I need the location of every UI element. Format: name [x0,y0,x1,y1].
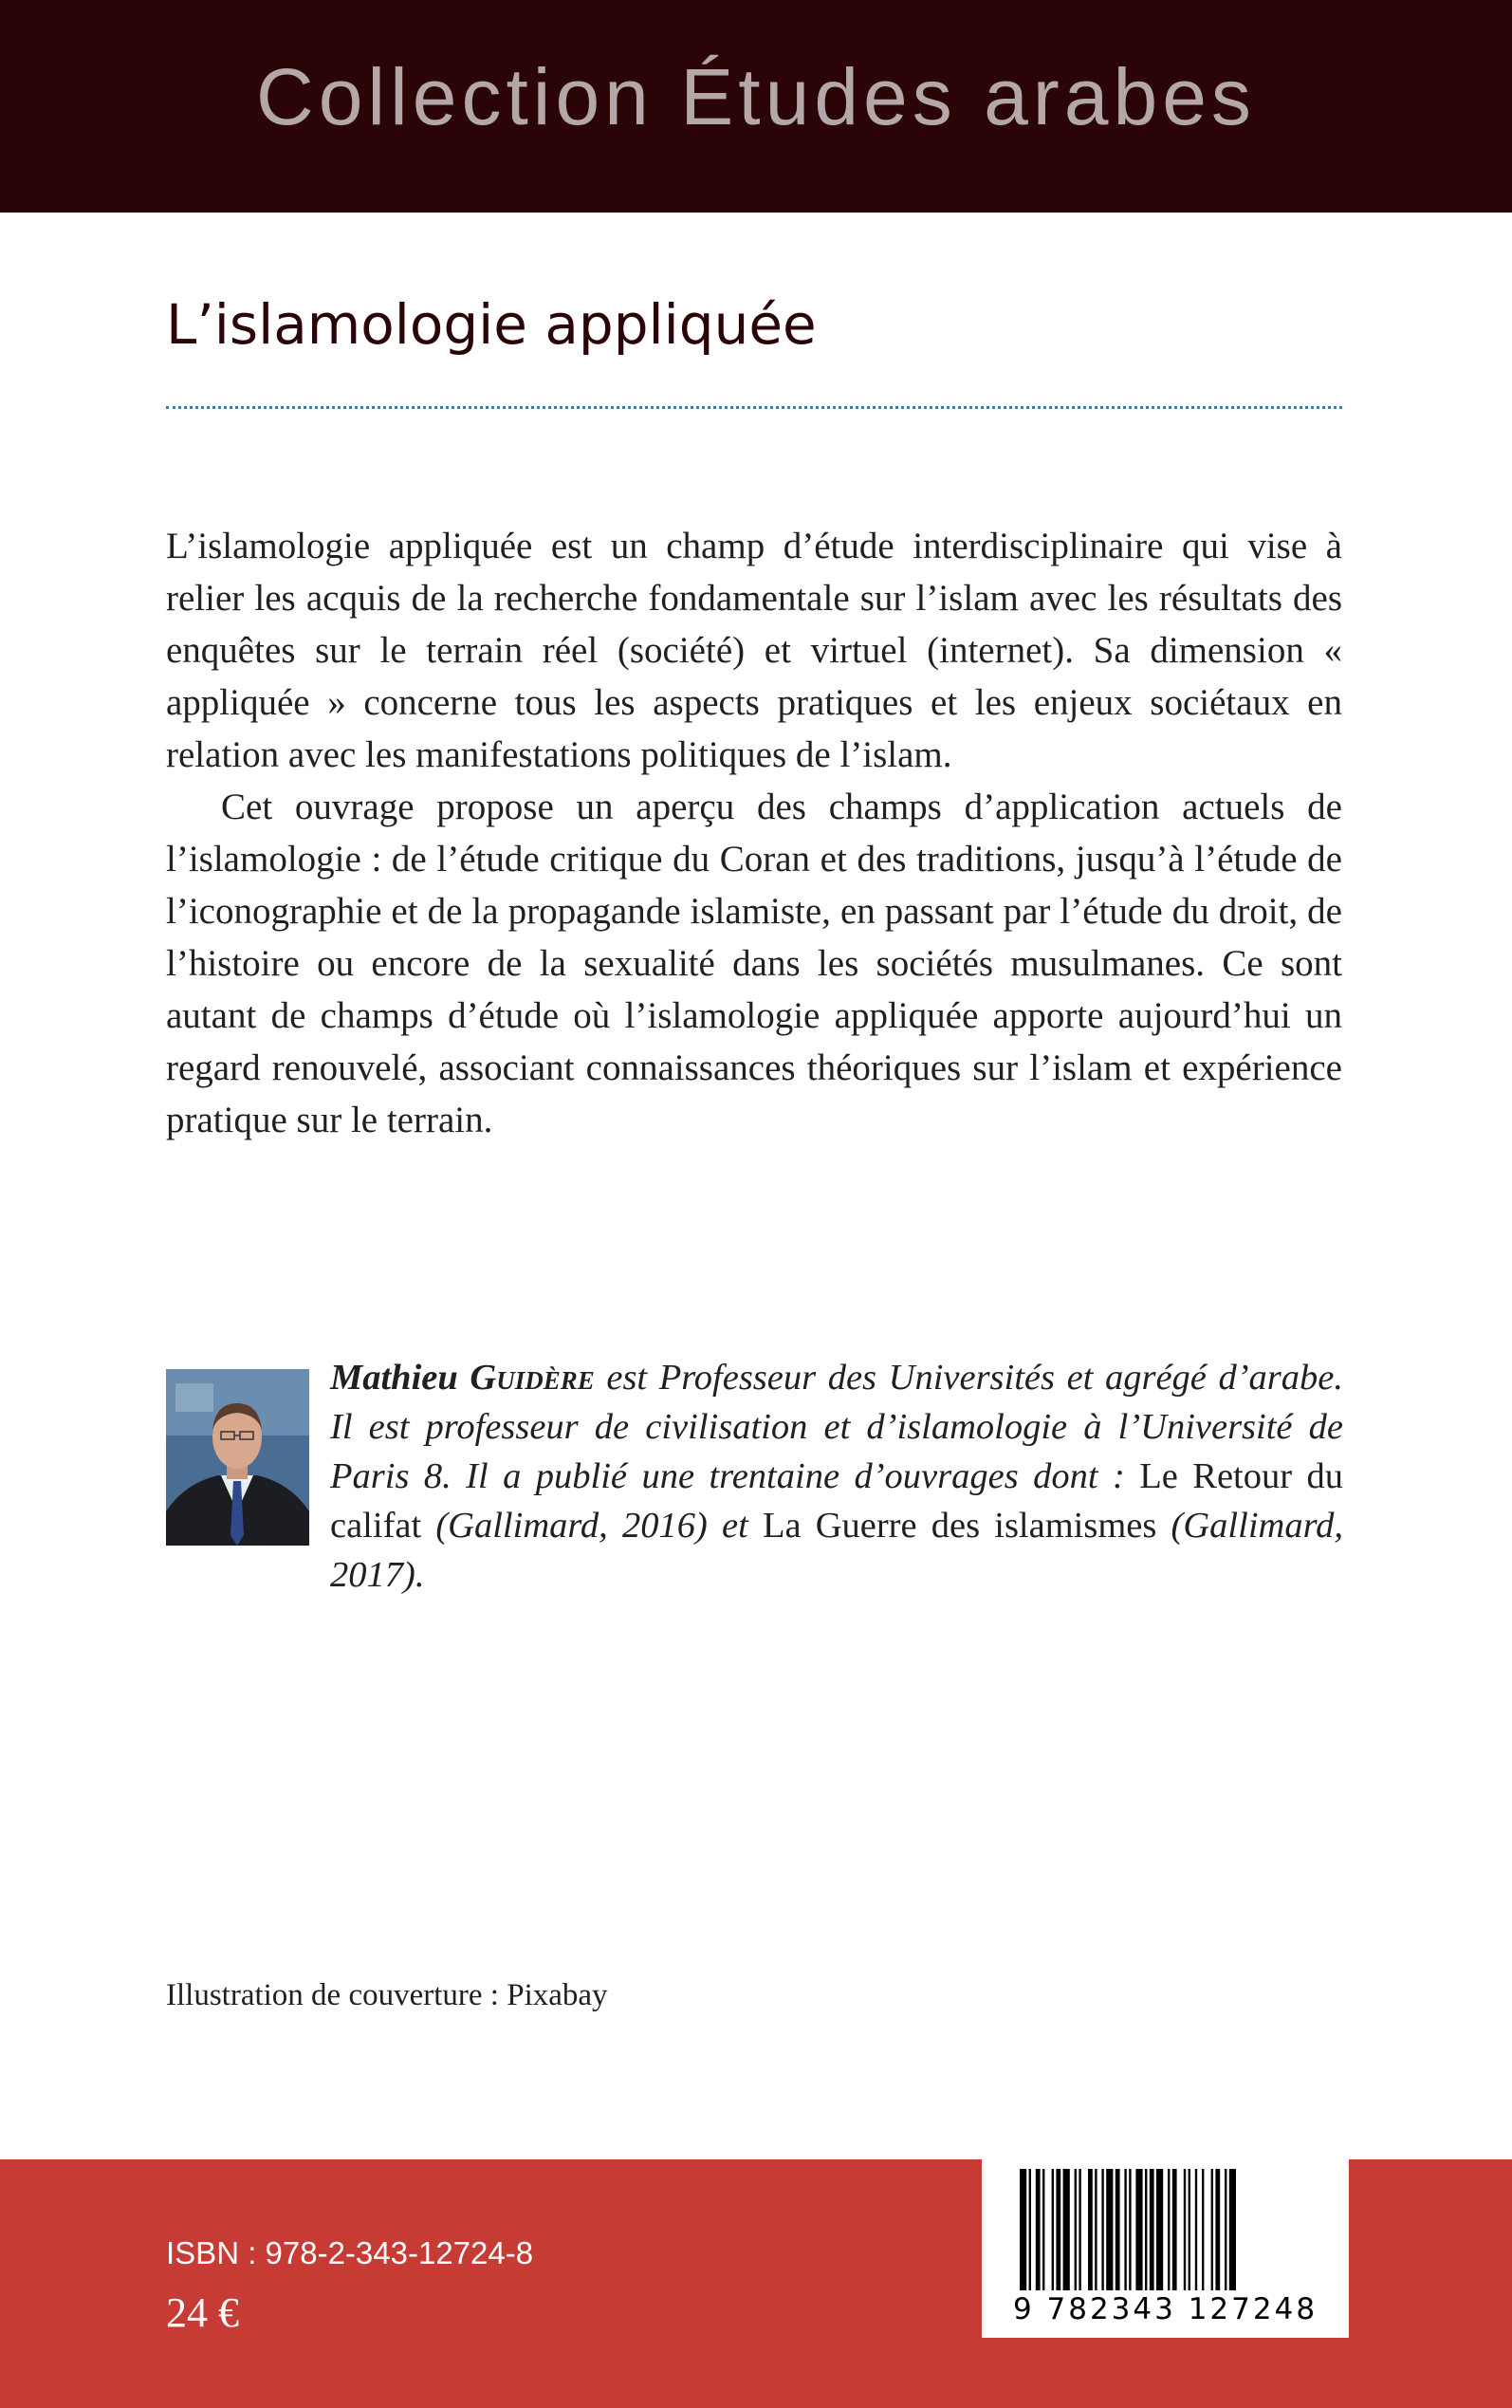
barcode-bar [1101,2169,1103,2290]
author-last-name: Guidère [470,1358,595,1398]
illustration-credit: Illustration de couverture : Pixabay [166,1978,608,2012]
barcode-bar [1135,2169,1142,2290]
author-book-title: La Guerre des islamismes [762,1506,1157,1546]
author-book-publisher: (Gallimard, 2016) et [421,1506,763,1546]
barcode-bar [1095,2169,1097,2290]
barcode-bar [1211,2169,1213,2290]
barcode-bar [1088,2169,1093,2290]
barcode-bar [1189,2169,1190,2290]
barcode-bar [1106,2169,1113,2290]
title-divider [166,406,1342,409]
book-title: L’islamologie appliquée [166,292,817,357]
summary-paragraph: Cet ouvrage propose un aperçu des champs d’application actuels de l’islamologie : de l’étude critique du Coran et des traditions, jusqu’à l’étude de l’iconographie et de la propagande islamiste, en passant par l’étude du droit, de l’histoire ou encore de la sexualité dans les sociétés musulmanes. Ce sont autant de champs d’étude où l’islamologie appliquée apporte aujourd’hui un regard renouvelé, associant connaissances théoriques sur l’islam et expérience pratique sur le terrain. [166,787,1342,1140]
barcode-bar [1184,2169,1186,2290]
author-bio [330,1353,1343,1600]
summary-paragraph: L’islamologie appliquée est un champ d’étude interdisciplinaire qui vise à relier les acquis de la recherche fondamentale sur l’islam avec les résultats des enquêtes sur le terrain réel (société) et virtuel (internet). Sa dimension « appliquée » concerne tous les aspects pratiques et les enjeux sociétaux en relation avec les manifestations politiques de l’islam. [166,526,1342,775]
barcode-bar [1172,2169,1177,2290]
barcode-bar [1036,2169,1041,2290]
author-bio-text: est Professeur des Universités et agrégé d’arabe. Il est professeur de civilisation et d’islamologie à l’Université de Paris 8. Il a publié une trentaine d’ouvrages dont : [330,1358,1344,1496]
author-book-publisher: (Gallimard, 2017). [330,1506,1343,1595]
barcode-bar [1168,2169,1170,2290]
author-first-name: Mathieu [330,1358,458,1398]
price: 24 € [166,2289,239,2336]
barcode-bar [1052,2169,1054,2290]
barcode-bar [1145,2169,1147,2290]
isbn: ISBN : 978-2-343-12724-8 [166,2235,534,2270]
author-portrait-icon [166,1369,309,1546]
barcode-bar [1225,2169,1226,2290]
barcode-bar [1150,2169,1154,2290]
barcode-bar [1156,2169,1163,2290]
barcode-bar [1116,2169,1120,2290]
barcode-bar [1229,2169,1236,2290]
barcode [982,2159,1349,2338]
summary-text [166,520,1342,1146]
author-book-title: Le Retour du califat [330,1456,1343,1546]
barcode-bar [1079,2169,1080,2290]
barcode-bar [1195,2169,1197,2290]
author-photo [166,1369,309,1546]
barcode-bar [1075,2169,1077,2290]
barcode-bar [1042,2169,1044,2290]
barcode-bar [1215,2169,1220,2290]
barcode-bar [1056,2169,1060,2290]
barcode-digits: 9 782343 127248 [1012,2292,1318,2326]
barcode-bar [1063,2169,1070,2290]
collection-title: Collection Études arabes [256,52,1256,141]
barcode-bar [1202,2169,1204,2290]
barcode-bar [1124,2169,1126,2290]
barcode-bar [1129,2169,1131,2290]
barcode-bar [1029,2169,1031,2290]
barcode-bar [1020,2169,1026,2290]
